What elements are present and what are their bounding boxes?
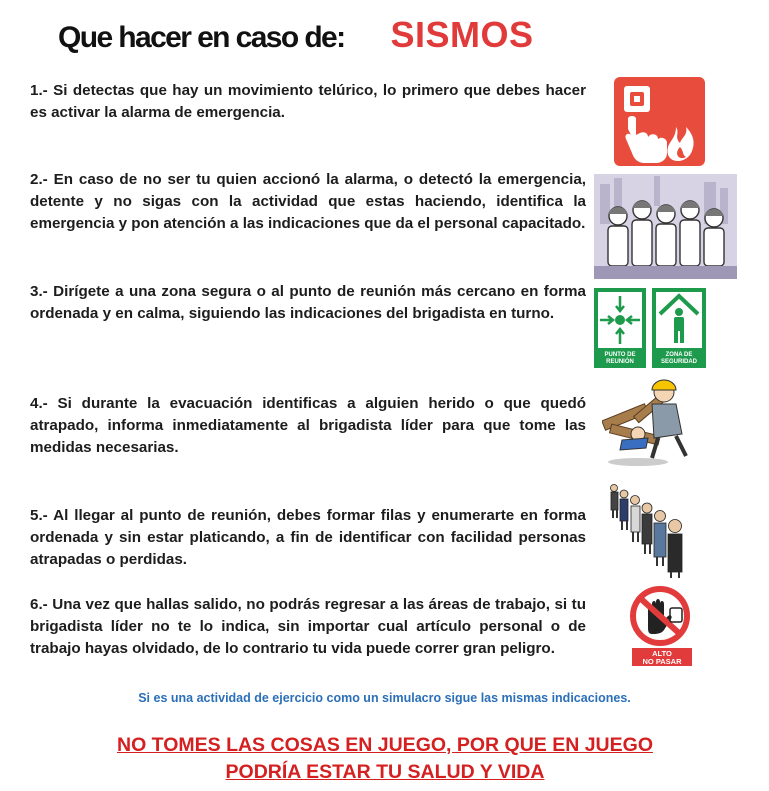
warning-message bbox=[90, 732, 680, 786]
stop-label-1: ALTO bbox=[652, 649, 672, 658]
step-3: 3.- Dirígete a una zona segura o al punto de reunión más cercano en forma ordenada y en calma, siguiendo las indicaciones del brigadista en turno. bbox=[30, 283, 586, 322]
stop-label-2: NO PASAR bbox=[642, 657, 682, 666]
rescue-icon bbox=[602, 378, 694, 466]
fire-alarm-icon bbox=[614, 77, 705, 166]
safe-zone-label-1: ZONA DE bbox=[665, 352, 693, 358]
title-text: Que hacer en caso de: bbox=[58, 21, 345, 54]
warning-line-1: NO TOMES LAS COSAS EN JUEGO, POR QUE EN JUEGO bbox=[117, 734, 653, 756]
meeting-point-sign bbox=[594, 288, 646, 368]
footer-note: Si es una actividad de ejercicio como un simulacro sigue las mismas indicaciones. bbox=[138, 691, 631, 705]
step-1: 1.- Si detectas que hay un movimiento telúrico, lo primero que debes hacer es activar la alarma de emergencia. bbox=[30, 82, 586, 121]
safe-zone-sign bbox=[652, 288, 706, 368]
warning-line-2: PODRÍA ESTAR TU SALUD Y VIDA bbox=[225, 761, 545, 783]
step-6: 6.- Una vez que hallas salido, no podrás regresar a las áreas de trabajo, si tu brigadista líder no te lo indica, sin importar cual artículo personal o de trabajo hayas olvidado, de lo contrario tu vida puede correr gran peligro. bbox=[30, 596, 586, 657]
meeting-point-label-1: PUNTO DE bbox=[604, 352, 636, 358]
no-entry-icon bbox=[628, 586, 696, 668]
step-2: 2.- En caso de no ser tu quien accionó la alarma, o detectó la emergencia, detente y no sigas con la actividad que estas haciendo, identifica la emergencia y pon atención a las indicaciones que da el personal capacitado. bbox=[30, 171, 586, 232]
step-5: 5.- Al llegar al punto de reunión, debes formar filas y enumerarte en forma ordenada y sin estar platicando, a fin de identificar con facilidad personas atrapadas o perdidas. bbox=[30, 507, 586, 568]
step-4: 4.- Si durante la evacuación identificas a alguien herido o que quedó atrapado, informa inmediatamente al brigadista líder para que tome las medidas necesarias. bbox=[30, 395, 586, 456]
emergency-brigade-icon bbox=[594, 174, 737, 279]
meeting-point-label-2: REUNIÓN bbox=[606, 359, 634, 365]
page-title bbox=[58, 14, 534, 56]
evacuation-signs-icon bbox=[594, 288, 706, 368]
title-accent: SISMOS bbox=[390, 14, 534, 55]
people-queue-icon bbox=[606, 480, 692, 578]
safe-zone-label-2: SEGURIDAD bbox=[660, 359, 698, 365]
